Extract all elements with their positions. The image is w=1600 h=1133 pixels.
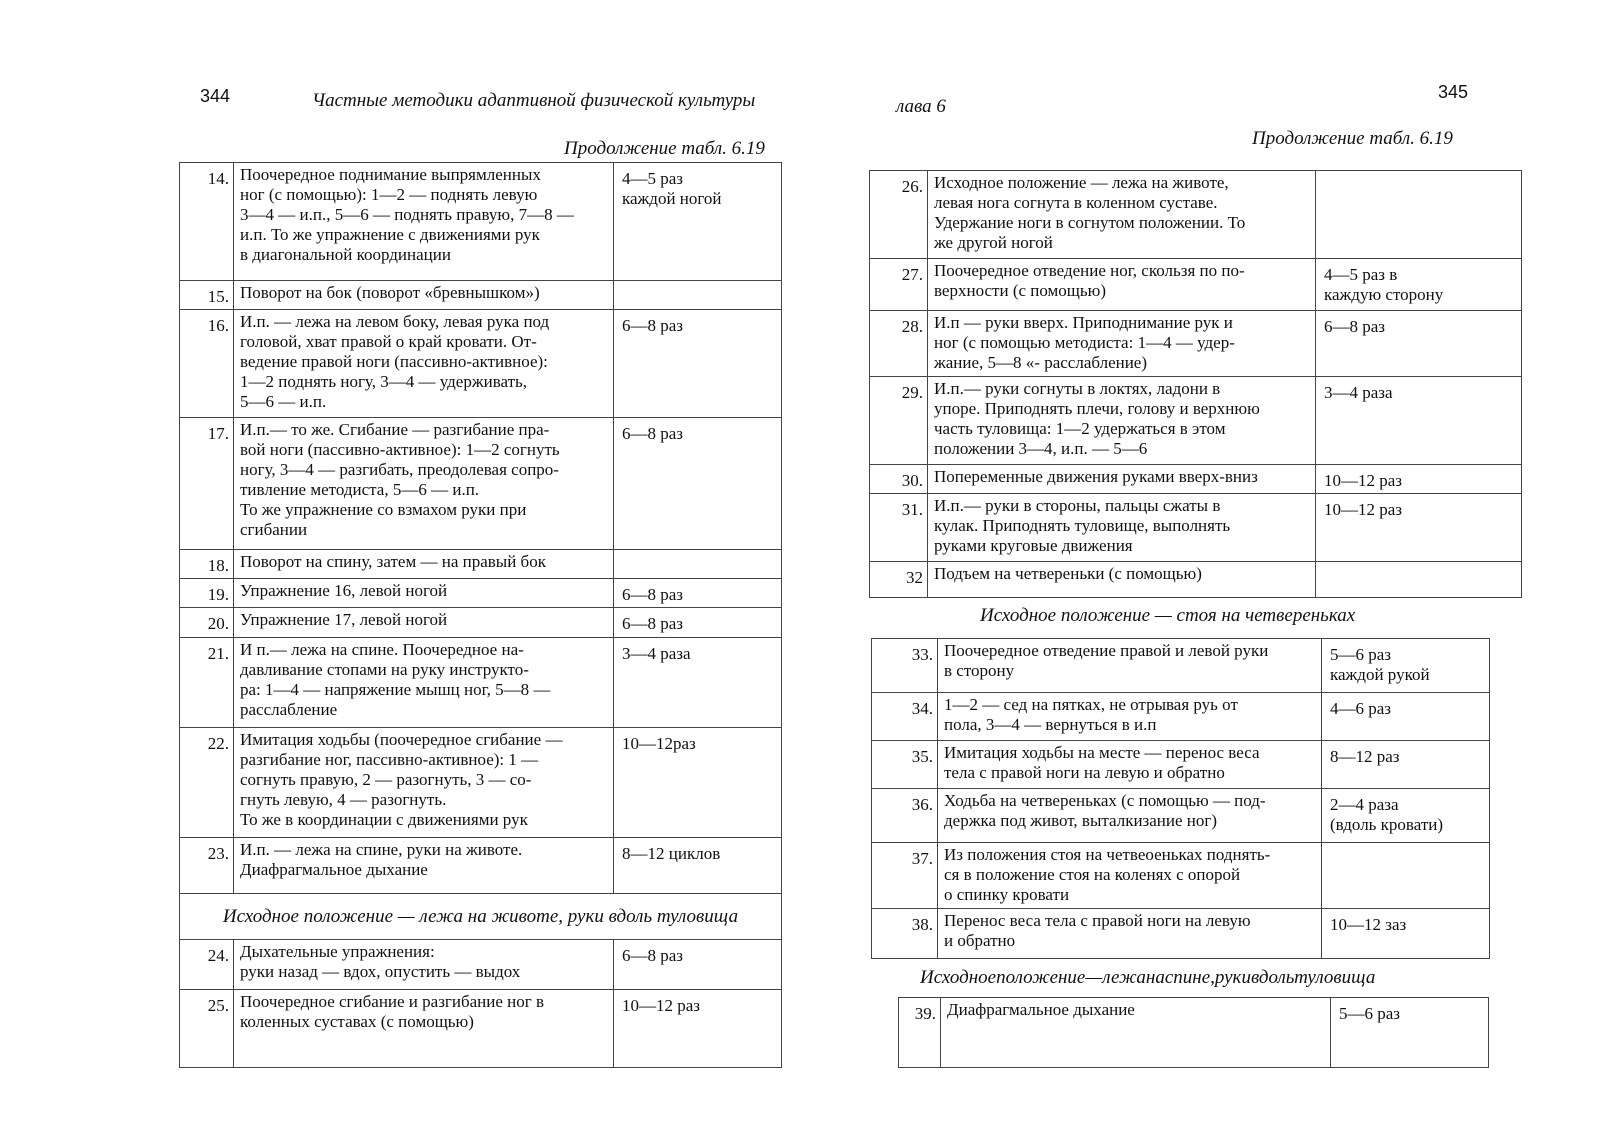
exercise-dosage [1322,741,1490,789]
exercise-number: 39. [899,998,941,1068]
description-line: часть туловища: 1—2 удержаться в этом [934,419,1226,438]
exercise-number: 14. [180,163,234,281]
exercise-number: 15. [180,281,234,310]
table-row [180,579,782,608]
exercise-description [234,550,614,579]
description-line: 1—2 поднять ногу, 3—4 — удерживать, [240,372,528,391]
dosage-line: 6—8 раз [622,585,684,604]
exercise-dosage [614,638,782,728]
exercise-number: 25. [180,990,234,1068]
exercise-number: 31. [870,494,928,562]
exercise-number: 36. [872,789,938,843]
exercise-description [928,171,1316,259]
description-line: И.п — руки вверх. Приподнимание рук и [934,313,1233,332]
description-line: упоре. Приподнять плечи, голову и верхнюю [934,399,1260,418]
description-line: Диафрагмальное дыхание [240,860,428,879]
table-row [870,259,1522,311]
exercise-dosage [1316,171,1522,259]
exercise-description [928,494,1316,562]
exercise-description [928,562,1316,598]
description-line: Ходьба на четвереньках (с помощью — под- [944,791,1266,810]
exercise-dosage [614,579,782,608]
description-line: верхности (с помощью) [934,281,1107,300]
table-row [872,741,1490,789]
exercise-dosage [1322,639,1490,693]
exercise-description [938,741,1322,789]
description-line: кулак. Приподнять туловище, выполнять [934,516,1231,535]
exercise-description [938,693,1322,741]
exercise-number: 18. [180,550,234,579]
dosage-line: 6—8 раз [622,424,684,443]
description-line: Упражнение 16, левой ногой [240,581,448,600]
dosage-line: 4—5 раз в [1324,265,1398,284]
exercise-number: 28. [870,311,928,377]
dosage-line: 8—12 раз [1330,747,1400,766]
exercise-dosage [614,418,782,550]
table-row [180,608,782,638]
dosage-line: 3—4 раза [1324,383,1393,402]
exercise-number: 27. [870,259,928,311]
description-line: коленных суставах (с помощью) [240,1012,474,1031]
dosage-line: каждую сторону [1324,285,1444,304]
description-line: Имитация ходьбы (поочередное сгибание — [240,730,563,749]
description-line: положении 3—4, и.п. — 5—6 [934,439,1148,458]
description-line: И.п. — лежа на левом боку, левая рука под [240,312,550,331]
dosage-line: 3—4 раза [622,644,691,663]
exercise-number: 29. [870,377,928,465]
exercise-dosage [1316,377,1522,465]
description-line: ведение правой ноги (пассивно-активное): [240,352,548,371]
description-line: И.п.— то же. Сгибание — разгибание пра- [240,420,550,439]
table-row [870,465,1522,494]
exercise-description [938,843,1322,909]
dosage-line: 6—8 раз [622,946,684,965]
exercise-dosage [1316,562,1522,598]
description-line: сгибании [240,520,308,539]
description-line: Перенос веса тела с правой ноги на левую [944,911,1251,930]
description-line: Поворот на спину, затем — на правый бок [240,552,546,571]
description-line: 1—2 — сед на пятках, не отрывая руь от [944,695,1238,714]
exercise-description [234,638,614,728]
description-line: и.п. То же упражнение с движениями рук [240,225,540,244]
exercise-dosage [1322,909,1490,959]
exercise-number: 20. [180,608,234,638]
exercise-number: 38. [872,909,938,959]
description-line: ногу, 3—4 — разгибать, преодолевая сопро- [240,460,559,479]
dosage-line: 5—6 раз [1330,645,1392,664]
exercise-description [941,998,1331,1068]
exercise-number: 26. [870,171,928,259]
exercise-dosage [1316,259,1522,311]
exercise-dosage [1316,494,1522,562]
dosage-line: 4—5 раз [622,169,684,188]
exercise-number: 19. [180,579,234,608]
exercise-dosage [1322,843,1490,909]
table-row [872,843,1490,909]
right-section-heading-2: Исходноеположение—лежанаспине,рукивдольтуловища [920,967,1376,988]
description-line: Попеременные движения руками вверх-вниз [934,467,1258,486]
exercise-description [234,728,614,838]
right-running-head: лава 6 [896,96,946,117]
exercise-description [938,639,1322,693]
exercise-dosage [614,550,782,579]
exercise-dosage [614,940,782,990]
description-line: пола, 3—4 — вернуться в и.п [944,715,1157,734]
table-row [180,550,782,579]
description-line: ног (с помощью методиста: 1—4 — удер- [934,333,1235,352]
left-running-head: Частные методики адаптивной физической культуры [312,90,756,111]
exercise-description [234,579,614,608]
dosage-line: 2—4 раза [1330,795,1399,814]
dosage-line: 6—8 раз [622,614,684,633]
description-line: разгибание ног, пассивно-активное): 1 — [240,750,539,769]
left-section-heading: Исходное положение — лежа на животе, руки вдоль туловища [180,894,782,940]
description-line: Удержание ноги в согнутом положении. То [934,213,1246,232]
description-line: То же в координации с движениями рук [240,810,528,829]
exercise-number: 24. [180,940,234,990]
description-line: То же упражнение со взмахом руки при [240,500,527,519]
description-line: держка под живот, выталкизание ног) [944,811,1218,830]
table-row [872,639,1490,693]
description-line: Поочередное отведение правой и левой руки [944,641,1269,660]
table-row [872,909,1490,959]
table-row [899,998,1489,1068]
description-line: Исходное положение — лежа на животе, [934,173,1229,192]
right-page-number: 345 [1438,82,1469,102]
description-line: Из положения стоя на четвеоеньках поднять- [944,845,1271,864]
dosage-line: каждой ногой [622,189,722,208]
exercise-number: 35. [872,741,938,789]
exercise-dosage [1322,693,1490,741]
exercise-description [234,940,614,990]
description-line: И п.— лежа на спине. Поочередное на- [240,640,524,659]
exercise-dosage [1331,998,1489,1068]
description-line: Поочередное отведение ног, скользя по по- [934,261,1245,280]
description-line: в сторону [944,661,1015,680]
exercise-description [234,838,614,894]
right-table-caption: Продолжение табл. 6.19 [1252,128,1453,149]
exercise-dosage [614,728,782,838]
description-line: расслабление [240,700,338,719]
description-line: Поворот на бок (поворот «бревнышком») [240,283,540,302]
table-row [180,940,782,990]
exercise-description [234,990,614,1068]
description-line: же другой ногой [934,233,1053,252]
exercise-dosage [614,838,782,894]
description-line: Поочередное сгибание и разгибание ног в [240,992,545,1011]
table-row [872,789,1490,843]
description-line: Дыхательные упражнения: [240,942,435,961]
exercise-dosage [614,310,782,418]
right-exercise-table-3 [898,997,1489,1068]
exercise-number: 17. [180,418,234,550]
description-line: тела с правой ноги на левую и обратно [944,763,1225,782]
dosage-line: 10—12раз [622,734,696,753]
left-table-caption: Продолжение табл. 6.19 [564,138,765,159]
exercise-description [234,608,614,638]
exercise-number: 22. [180,728,234,838]
table-row [870,562,1522,598]
dosage-line: 10—12 раз [1324,500,1403,519]
description-line: согнуть правую, 2 — разогнуть, 3 — со- [240,770,532,789]
exercise-description [234,281,614,310]
table-row [180,281,782,310]
description-line: ся в положение стоя на коленях с опорой [944,865,1241,884]
description-line: ног (с помощью): 1—2 — поднять левую [240,185,538,204]
exercise-number: 32 [870,562,928,598]
table-row [870,311,1522,377]
dosage-line: 6—8 раз [1324,317,1386,336]
description-line: ра: 1—4 — напряжение мышц ног, 5—8 — [240,680,551,699]
dosage-line: 5—6 раз [1339,1004,1401,1023]
description-line: руки назад — вдох, опустить — выдох [240,962,521,981]
exercise-description [234,163,614,281]
right-section-heading-1: Исходное положение — стоя на четвереньках [980,605,1356,626]
dosage-line: (вдоль кровати) [1330,815,1444,834]
description-line: жание, 5—8 «- расслабление) [934,353,1148,372]
exercise-description [928,259,1316,311]
exercise-number: 37. [872,843,938,909]
exercise-dosage [1316,465,1522,494]
dosage-line: 8—12 циклов [622,844,721,863]
exercise-dosage [1316,311,1522,377]
description-line: 3—4 — и.п., 5—6 — поднять правую, 7—8 — [240,205,574,224]
exercise-description [938,789,1322,843]
exercise-description [928,311,1316,377]
description-line: Имитация ходьбы на месте — перенос веса [944,743,1260,762]
table-row [180,418,782,550]
description-line: И.п.— руки согнуты в локтях, ладони в [934,379,1221,398]
exercise-dosage [1322,789,1490,843]
description-line: и обратно [944,931,1016,950]
exercise-number: 34. [872,693,938,741]
table-row [180,838,782,894]
exercise-number: 30. [870,465,928,494]
description-line: гнуть левую, 4 — разогнуть. [240,790,447,809]
dosage-line: 10—12 раз [622,996,701,1015]
description-line: давливание стопами на руку инструкто- [240,660,529,679]
description-line: Подъем на четвереньки (с помощью) [934,564,1202,583]
exercise-description [234,418,614,550]
table-row [180,728,782,838]
description-line: Упражнение 17, левой ногой [240,610,448,629]
left-exercise-table [179,162,782,1068]
right-exercise-table-2 [871,638,1490,959]
dosage-line: 6—8 раз [622,316,684,335]
description-line: левая нога согнута в коленном суставе. [934,193,1218,212]
table-row [870,377,1522,465]
table-row [180,310,782,418]
exercise-description [928,465,1316,494]
description-line: вой ноги (пассивно-активное): 1—2 согнуть [240,440,560,459]
table-row [180,990,782,1068]
exercise-number: 33. [872,639,938,693]
exercise-number: 21. [180,638,234,728]
description-line: в диагональной координации [240,245,451,264]
dosage-line: каждой рукой [1330,665,1430,684]
description-line: о спинку кровати [944,885,1070,904]
table-row [180,163,782,281]
left-page-number: 344 [200,86,231,106]
dosage-line: 10—12 раз [1324,471,1403,490]
table-row [872,693,1490,741]
exercise-description [928,377,1316,465]
exercise-dosage [614,281,782,310]
description-line: руками круговые движения [934,536,1133,555]
dosage-line: 10—12 заз [1330,915,1407,934]
exercise-dosage [614,990,782,1068]
dosage-line: 4—6 раз [1330,699,1392,718]
description-line: тивление методиста, 5—6 — и.п. [240,480,480,499]
table-row [870,494,1522,562]
exercise-description [234,310,614,418]
exercise-dosage [614,163,782,281]
description-line: головой, хват правой о край кровати. От- [240,332,537,351]
description-line: 5—6 — и.п. [240,392,327,411]
description-line: Диафрагмальное дыхание [947,1000,1135,1019]
right-exercise-table-1 [869,170,1522,598]
exercise-number: 16. [180,310,234,418]
table-row [180,638,782,728]
exercise-number: 23. [180,838,234,894]
description-line: И.п. — лежа на спине, руки на животе. [240,840,523,859]
description-line: Поочередное поднимание выпрямленных [240,165,541,184]
exercise-dosage [614,608,782,638]
description-line: И.п.— руки в стороны, пальцы сжаты в [934,496,1221,515]
table-row [870,171,1522,259]
exercise-description [938,909,1322,959]
